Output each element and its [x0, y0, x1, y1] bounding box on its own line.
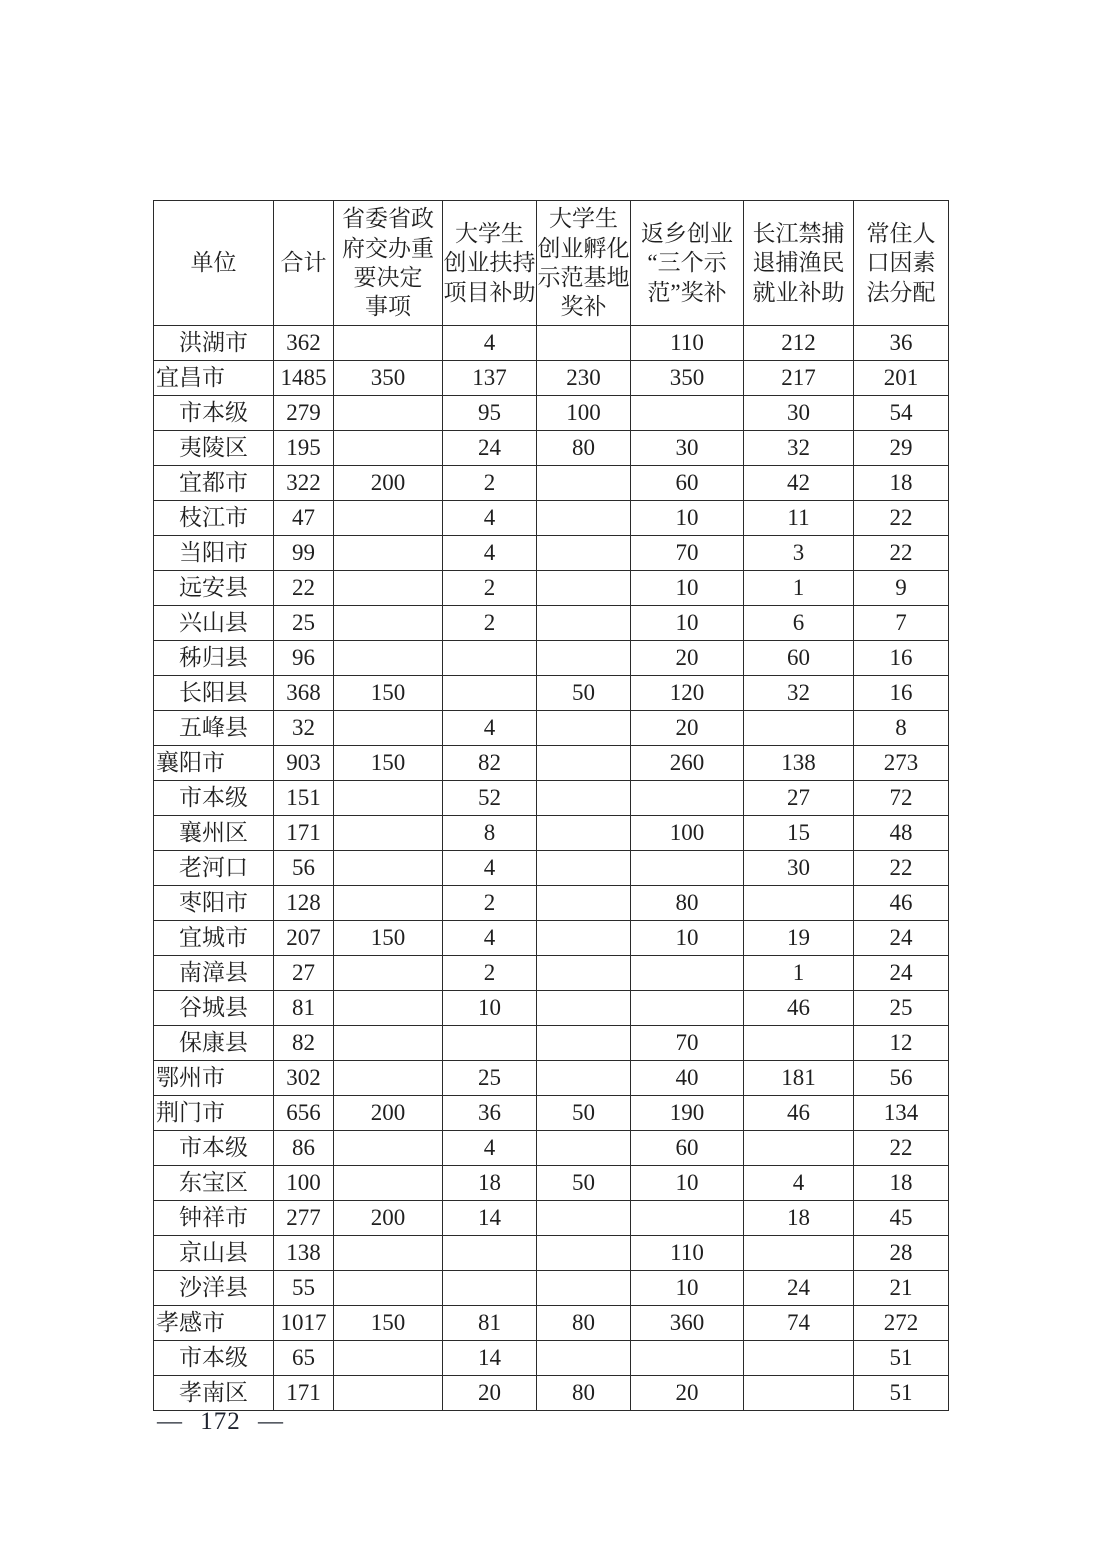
unit-name-cell: 东宝区 [154, 1166, 274, 1201]
unit-name-cell: 枝江市 [154, 501, 274, 536]
value-cell: 10 [631, 606, 744, 641]
unit-name-cell: 孝南区 [154, 1376, 274, 1411]
table-row [154, 1236, 949, 1271]
unit-name-cell: 老河口 [154, 851, 274, 886]
value-cell: 99 [274, 536, 334, 571]
value-cell [537, 921, 631, 956]
value-cell [334, 326, 443, 361]
value-cell: 86 [274, 1131, 334, 1166]
value-cell: 50 [537, 1096, 631, 1131]
value-cell [334, 536, 443, 571]
table-row [154, 606, 949, 641]
value-cell: 22 [854, 501, 949, 536]
value-cell [537, 1341, 631, 1376]
value-cell: 171 [274, 816, 334, 851]
table-row [154, 431, 949, 466]
unit-name-cell: 市本级 [154, 781, 274, 816]
unit-name-cell: 枣阳市 [154, 886, 274, 921]
value-cell: 151 [274, 781, 334, 816]
value-cell: 195 [274, 431, 334, 466]
value-cell: 18 [443, 1166, 537, 1201]
value-cell: 2 [443, 606, 537, 641]
value-cell: 9 [854, 571, 949, 606]
value-cell: 25 [443, 1061, 537, 1096]
unit-name-cell: 秭归县 [154, 641, 274, 676]
table-row [154, 711, 949, 746]
value-cell: 10 [631, 1166, 744, 1201]
unit-name-cell: 襄州区 [154, 816, 274, 851]
unit-name-cell: 长阳县 [154, 676, 274, 711]
unit-name-cell: 五峰县 [154, 711, 274, 746]
value-cell [334, 991, 443, 1026]
value-cell [334, 956, 443, 991]
value-cell [744, 1026, 854, 1061]
unit-name-cell: 夷陵区 [154, 431, 274, 466]
value-cell: 322 [274, 466, 334, 501]
value-cell [334, 606, 443, 641]
value-cell: 10 [631, 501, 744, 536]
column-header: 合计 [274, 201, 334, 326]
page-number: — 172 — [157, 1408, 284, 1435]
value-cell [537, 466, 631, 501]
value-cell: 10 [631, 921, 744, 956]
value-cell: 56 [274, 851, 334, 886]
value-cell [631, 1201, 744, 1236]
value-cell: 230 [537, 361, 631, 396]
value-cell: 46 [854, 886, 949, 921]
table-row [154, 1166, 949, 1201]
unit-name-cell: 沙洋县 [154, 1271, 274, 1306]
unit-name-cell: 市本级 [154, 396, 274, 431]
value-cell: 16 [854, 641, 949, 676]
value-cell [744, 711, 854, 746]
value-cell [334, 571, 443, 606]
value-cell: 52 [443, 781, 537, 816]
allocation-table [153, 200, 949, 1411]
value-cell: 212 [744, 326, 854, 361]
value-cell: 40 [631, 1061, 744, 1096]
unit-name-cell: 荆门市 [154, 1096, 274, 1131]
table-row [154, 1061, 949, 1096]
column-header: 常住人 口因素 法分配 [854, 201, 949, 326]
value-cell [334, 501, 443, 536]
value-cell [744, 886, 854, 921]
value-cell: 22 [854, 536, 949, 571]
unit-name-cell: 襄阳市 [154, 746, 274, 781]
value-cell: 10 [631, 571, 744, 606]
value-cell: 27 [274, 956, 334, 991]
value-cell [334, 1376, 443, 1411]
value-cell [334, 1026, 443, 1061]
value-cell: 190 [631, 1096, 744, 1131]
value-cell: 24 [443, 431, 537, 466]
table-row [154, 361, 949, 396]
value-cell: 51 [854, 1376, 949, 1411]
table-header-row [154, 201, 949, 326]
unit-name-cell: 洪湖市 [154, 326, 274, 361]
value-cell: 260 [631, 746, 744, 781]
value-cell: 70 [631, 536, 744, 571]
table-body [154, 326, 949, 1411]
value-cell: 47 [274, 501, 334, 536]
value-cell: 207 [274, 921, 334, 956]
column-header: 长江禁捕 退捕渔民 就业补助 [744, 201, 854, 326]
value-cell: 903 [274, 746, 334, 781]
value-cell: 8 [443, 816, 537, 851]
value-cell [537, 1026, 631, 1061]
value-cell: 30 [744, 396, 854, 431]
value-cell: 100 [631, 816, 744, 851]
value-cell: 1485 [274, 361, 334, 396]
value-cell: 150 [334, 1306, 443, 1341]
table-row [154, 536, 949, 571]
value-cell: 1 [744, 571, 854, 606]
column-header: 大学生 创业扶持 项目补助 [443, 201, 537, 326]
unit-name-cell: 市本级 [154, 1341, 274, 1376]
value-cell: 48 [854, 816, 949, 851]
value-cell: 110 [631, 326, 744, 361]
column-header: 单位 [154, 201, 274, 326]
value-cell: 11 [744, 501, 854, 536]
unit-name-cell: 谷城县 [154, 991, 274, 1026]
value-cell [537, 536, 631, 571]
value-cell [744, 1236, 854, 1271]
table-row [154, 1096, 949, 1131]
value-cell: 138 [274, 1236, 334, 1271]
value-cell: 200 [334, 1096, 443, 1131]
value-cell: 46 [744, 1096, 854, 1131]
value-cell: 4 [443, 921, 537, 956]
value-cell: 27 [744, 781, 854, 816]
table-row [154, 851, 949, 886]
value-cell [537, 711, 631, 746]
value-cell [537, 746, 631, 781]
value-cell [537, 326, 631, 361]
value-cell: 18 [744, 1201, 854, 1236]
value-cell: 12 [854, 1026, 949, 1061]
unit-name-cell: 钟祥市 [154, 1201, 274, 1236]
value-cell: 80 [537, 1306, 631, 1341]
value-cell: 46 [744, 991, 854, 1026]
value-cell [334, 1131, 443, 1166]
unit-name-cell: 保康县 [154, 1026, 274, 1061]
value-cell [537, 571, 631, 606]
value-cell [537, 781, 631, 816]
unit-name-cell: 宜昌市 [154, 361, 274, 396]
value-cell: 2 [443, 956, 537, 991]
value-cell: 95 [443, 396, 537, 431]
value-cell: 51 [854, 1341, 949, 1376]
column-header: 省委省政 府交办重 要决定 事项 [334, 201, 443, 326]
value-cell: 60 [631, 466, 744, 501]
value-cell: 82 [443, 746, 537, 781]
value-cell: 10 [443, 991, 537, 1026]
value-cell: 3 [744, 536, 854, 571]
value-cell: 20 [631, 641, 744, 676]
value-cell: 14 [443, 1201, 537, 1236]
value-cell: 81 [443, 1306, 537, 1341]
value-cell: 150 [334, 746, 443, 781]
value-cell: 4 [443, 1131, 537, 1166]
value-cell: 21 [854, 1271, 949, 1306]
value-cell: 4 [744, 1166, 854, 1201]
value-cell [334, 641, 443, 676]
value-cell [443, 1026, 537, 1061]
value-cell: 20 [631, 711, 744, 746]
value-cell: 4 [443, 326, 537, 361]
table-row [154, 1026, 949, 1061]
value-cell [334, 1061, 443, 1096]
value-cell [537, 1236, 631, 1271]
value-cell: 22 [854, 1131, 949, 1166]
value-cell: 55 [274, 1271, 334, 1306]
value-cell: 4 [443, 536, 537, 571]
value-cell [334, 781, 443, 816]
value-cell: 201 [854, 361, 949, 396]
value-cell: 22 [274, 571, 334, 606]
table-row [154, 921, 949, 956]
value-cell: 54 [854, 396, 949, 431]
unit-name-cell: 南漳县 [154, 956, 274, 991]
value-cell [744, 1341, 854, 1376]
value-cell [334, 431, 443, 466]
value-cell: 10 [631, 1271, 744, 1306]
value-cell: 100 [537, 396, 631, 431]
value-cell: 96 [274, 641, 334, 676]
value-cell [631, 991, 744, 1026]
table-row [154, 1376, 949, 1411]
unit-name-cell: 宜城市 [154, 921, 274, 956]
value-cell: 2 [443, 886, 537, 921]
value-cell: 277 [274, 1201, 334, 1236]
value-cell: 120 [631, 676, 744, 711]
value-cell [443, 1271, 537, 1306]
value-cell: 7 [854, 606, 949, 641]
table-header-row [154, 201, 949, 326]
value-cell: 350 [631, 361, 744, 396]
value-cell: 24 [854, 956, 949, 991]
value-cell [537, 641, 631, 676]
value-cell [744, 1131, 854, 1166]
value-cell: 2 [443, 571, 537, 606]
value-cell: 32 [744, 431, 854, 466]
value-cell: 16 [854, 676, 949, 711]
value-cell: 272 [854, 1306, 949, 1341]
unit-name-cell: 当阳市 [154, 536, 274, 571]
table-row [154, 816, 949, 851]
value-cell: 24 [744, 1271, 854, 1306]
value-cell [537, 851, 631, 886]
value-cell [537, 816, 631, 851]
value-cell [631, 1341, 744, 1376]
value-cell [334, 1341, 443, 1376]
value-cell: 36 [854, 326, 949, 361]
value-cell [631, 396, 744, 431]
value-cell: 81 [274, 991, 334, 1026]
value-cell [537, 886, 631, 921]
value-cell: 30 [744, 851, 854, 886]
value-cell [443, 641, 537, 676]
value-cell [334, 886, 443, 921]
value-cell: 134 [854, 1096, 949, 1131]
column-header: 返乡创业 “三个示 范”奖补 [631, 201, 744, 326]
value-cell: 18 [854, 466, 949, 501]
value-cell: 2 [443, 466, 537, 501]
value-cell: 80 [631, 886, 744, 921]
value-cell: 100 [274, 1166, 334, 1201]
value-cell: 360 [631, 1306, 744, 1341]
value-cell [334, 851, 443, 886]
table-row [154, 1271, 949, 1306]
table-row [154, 641, 949, 676]
value-cell: 279 [274, 396, 334, 431]
value-cell: 368 [274, 676, 334, 711]
value-cell: 65 [274, 1341, 334, 1376]
value-cell [537, 956, 631, 991]
value-cell: 150 [334, 676, 443, 711]
value-cell [537, 1201, 631, 1236]
value-cell: 32 [274, 711, 334, 746]
table-row [154, 781, 949, 816]
value-cell: 80 [537, 431, 631, 466]
value-cell: 50 [537, 676, 631, 711]
value-cell [537, 606, 631, 641]
value-cell: 171 [274, 1376, 334, 1411]
value-cell [631, 851, 744, 886]
value-cell: 138 [744, 746, 854, 781]
table-row [154, 466, 949, 501]
value-cell: 19 [744, 921, 854, 956]
column-header: 大学生 创业孵化 示范基地 奖补 [537, 201, 631, 326]
value-cell: 273 [854, 746, 949, 781]
value-cell: 6 [744, 606, 854, 641]
value-cell [537, 1271, 631, 1306]
value-cell [334, 711, 443, 746]
table-row [154, 991, 949, 1026]
value-cell [443, 676, 537, 711]
value-cell: 8 [854, 711, 949, 746]
value-cell: 70 [631, 1026, 744, 1061]
unit-name-cell: 市本级 [154, 1131, 274, 1166]
value-cell: 56 [854, 1061, 949, 1096]
value-cell [537, 501, 631, 536]
value-cell: 32 [744, 676, 854, 711]
value-cell: 4 [443, 851, 537, 886]
value-cell: 80 [537, 1376, 631, 1411]
value-cell: 200 [334, 466, 443, 501]
value-cell: 60 [744, 641, 854, 676]
value-cell: 42 [744, 466, 854, 501]
value-cell: 22 [854, 851, 949, 886]
unit-name-cell: 京山县 [154, 1236, 274, 1271]
value-cell: 25 [854, 991, 949, 1026]
value-cell [334, 1271, 443, 1306]
value-cell [334, 1236, 443, 1271]
table-row [154, 746, 949, 781]
table-row [154, 886, 949, 921]
value-cell [334, 1166, 443, 1201]
unit-name-cell: 兴山县 [154, 606, 274, 641]
unit-name-cell: 鄂州市 [154, 1061, 274, 1096]
value-cell: 1017 [274, 1306, 334, 1341]
table-row [154, 326, 949, 361]
value-cell: 150 [334, 921, 443, 956]
value-cell [334, 816, 443, 851]
value-cell: 656 [274, 1096, 334, 1131]
value-cell: 25 [274, 606, 334, 641]
value-cell [537, 1061, 631, 1096]
table-row [154, 1131, 949, 1166]
value-cell [744, 1376, 854, 1411]
value-cell: 15 [744, 816, 854, 851]
value-cell: 110 [631, 1236, 744, 1271]
table-row [154, 1201, 949, 1236]
value-cell: 60 [631, 1131, 744, 1166]
value-cell: 137 [443, 361, 537, 396]
table-row [154, 571, 949, 606]
unit-name-cell: 远安县 [154, 571, 274, 606]
value-cell: 128 [274, 886, 334, 921]
value-cell: 217 [744, 361, 854, 396]
value-cell: 350 [334, 361, 443, 396]
table-row [154, 501, 949, 536]
value-cell: 200 [334, 1201, 443, 1236]
value-cell: 18 [854, 1166, 949, 1201]
value-cell [443, 1236, 537, 1271]
value-cell: 45 [854, 1201, 949, 1236]
value-cell: 362 [274, 326, 334, 361]
value-cell: 29 [854, 431, 949, 466]
value-cell: 50 [537, 1166, 631, 1201]
value-cell: 74 [744, 1306, 854, 1341]
value-cell [334, 396, 443, 431]
table-row [154, 676, 949, 711]
table-row [154, 1341, 949, 1376]
unit-name-cell: 孝感市 [154, 1306, 274, 1341]
table-row [154, 1306, 949, 1341]
unit-name-cell: 宜都市 [154, 466, 274, 501]
value-cell: 30 [631, 431, 744, 466]
value-cell: 28 [854, 1236, 949, 1271]
value-cell [537, 991, 631, 1026]
value-cell [537, 1131, 631, 1166]
value-cell: 4 [443, 501, 537, 536]
value-cell: 14 [443, 1341, 537, 1376]
value-cell [631, 956, 744, 991]
value-cell [631, 781, 744, 816]
value-cell: 24 [854, 921, 949, 956]
table-row [154, 396, 949, 431]
value-cell: 302 [274, 1061, 334, 1096]
value-cell: 20 [631, 1376, 744, 1411]
table-row [154, 956, 949, 991]
value-cell: 4 [443, 711, 537, 746]
value-cell: 82 [274, 1026, 334, 1061]
value-cell: 36 [443, 1096, 537, 1131]
value-cell: 1 [744, 956, 854, 991]
value-cell: 181 [744, 1061, 854, 1096]
value-cell: 20 [443, 1376, 537, 1411]
value-cell: 72 [854, 781, 949, 816]
